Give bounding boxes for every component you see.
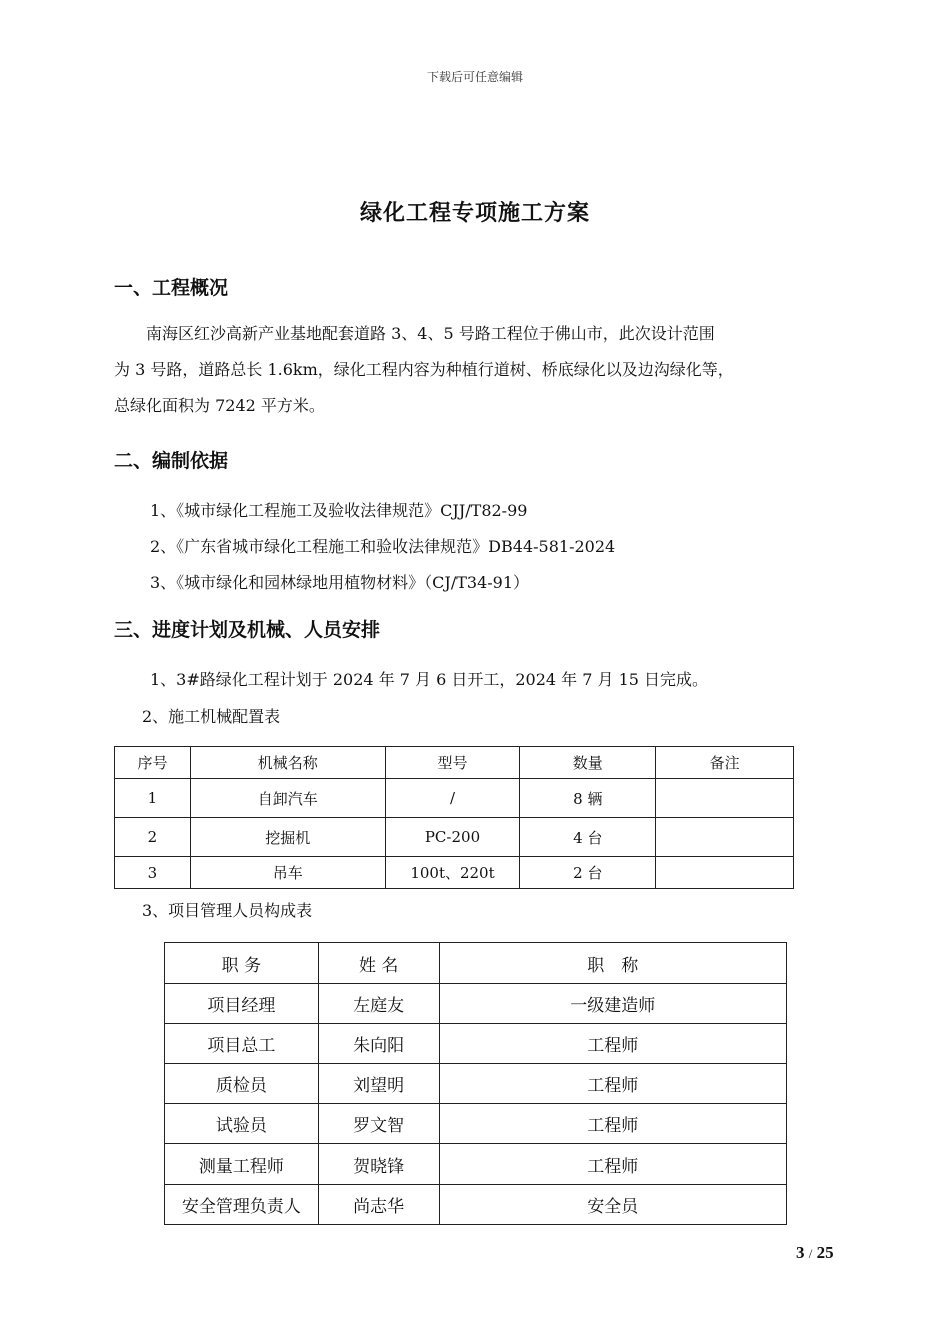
table-cell: 贺晓锋	[318, 1144, 439, 1185]
table-cell: 朱向阳	[318, 1024, 439, 1064]
paragraph-line: 为 3 号路，道路总长 1.6km，绿化工程内容为种植行道树、桥底绿化以及边沟绿化等，	[114, 360, 734, 379]
table-cell: 工程师	[439, 1144, 786, 1185]
table-header-cell: 型号	[385, 747, 520, 779]
table-cell: 项目总工	[165, 1024, 319, 1064]
section-1-heading: 一、工程概况	[114, 277, 229, 299]
table-header-cell: 职 务	[165, 943, 319, 984]
machine-table-caption: 2、施工机械配置表	[142, 707, 281, 726]
document-title: 绿化工程专项施工方案	[359, 200, 590, 226]
machine-table	[114, 746, 794, 889]
table-cell: 刘望明	[318, 1064, 439, 1104]
section-1-paragraph	[114, 316, 839, 424]
page-current: 3	[796, 1243, 805, 1262]
table-cell: 自卸汽车	[190, 779, 385, 818]
table-header-cell: 备注	[656, 747, 794, 779]
table-cell: 100t、220t	[385, 857, 520, 889]
table-cell: 8 辆	[520, 779, 656, 818]
table-cell	[656, 857, 794, 889]
table-cell: 安全管理负责人	[165, 1185, 319, 1225]
page-separator: /	[808, 1246, 813, 1261]
table-row	[165, 1144, 787, 1185]
table-row	[115, 779, 794, 818]
table-cell: 1	[115, 779, 191, 818]
table-cell: 左庭友	[318, 984, 439, 1024]
table-cell: 罗文智	[318, 1104, 439, 1144]
table-header-cell: 机械名称	[190, 747, 385, 779]
reference-item-3: 3、《城市绿化和园林绿地用植物材料》（CJ/T34-91）	[150, 573, 530, 592]
table-cell: 2	[115, 818, 191, 857]
table-header-row	[115, 747, 794, 779]
table-cell: 质检员	[165, 1064, 319, 1104]
page-number	[796, 1243, 834, 1263]
table-cell: 挖掘机	[190, 818, 385, 857]
table-cell: 2 台	[520, 857, 656, 889]
table-cell: 工程师	[439, 1064, 786, 1104]
table-cell	[656, 779, 794, 818]
table-row	[115, 857, 794, 889]
table-header-cell: 数量	[520, 747, 656, 779]
table-cell: 测量工程师	[165, 1144, 319, 1185]
header-note: 下载后可任意编辑	[426, 70, 523, 84]
table-cell: 工程师	[439, 1024, 786, 1064]
table-row	[165, 1104, 787, 1144]
table-cell: /	[385, 779, 520, 818]
table-header-cell: 姓 名	[318, 943, 439, 984]
table-cell: PC-200	[385, 818, 520, 857]
table-row	[165, 1064, 787, 1104]
table-row	[165, 984, 787, 1024]
reference-item-2: 2、《广东省城市绿化工程施工和验收法律规范》DB44-581-2024	[150, 537, 616, 556]
table-cell: 尚志华	[318, 1185, 439, 1225]
table-header-cell: 职 称	[439, 943, 786, 984]
table-header-cell: 序号	[115, 747, 191, 779]
paragraph-line: 总绿化面积为 7242 平方米。	[114, 396, 325, 415]
table-cell: 工程师	[439, 1104, 786, 1144]
table-header-row	[165, 943, 787, 984]
staff-table	[164, 942, 787, 1225]
reference-item-1: 1、《城市绿化工程施工及验收法律规范》CJJ/T82-99	[150, 501, 528, 520]
table-cell: 3	[115, 857, 191, 889]
staff-table-caption: 3、项目管理人员构成表	[142, 901, 313, 920]
schedule-item: 1、3#路绿化工程计划于 2024 年 7 月 6 日开工，2024 年 7 月 15 日完成。	[150, 670, 709, 689]
page-total: 25	[816, 1243, 834, 1262]
table-cell: 安全员	[439, 1185, 786, 1225]
table-cell: 4 台	[520, 818, 656, 857]
table-cell: 项目经理	[165, 984, 319, 1024]
table-cell: 一级建造师	[439, 984, 786, 1024]
section-2-heading: 二、编制依据	[114, 450, 229, 472]
section-3-heading: 三、进度计划及机械、人员安排	[114, 619, 381, 641]
table-row	[165, 1185, 787, 1225]
table-cell: 试验员	[165, 1104, 319, 1144]
table-row	[165, 1024, 787, 1064]
table-row	[115, 818, 794, 857]
table-cell: 吊车	[190, 857, 385, 889]
table-cell	[656, 818, 794, 857]
paragraph-line: 南海区红沙高新产业基地配套道路 3、4、5 号路工程位于佛山市，此次设计范围	[146, 324, 715, 343]
